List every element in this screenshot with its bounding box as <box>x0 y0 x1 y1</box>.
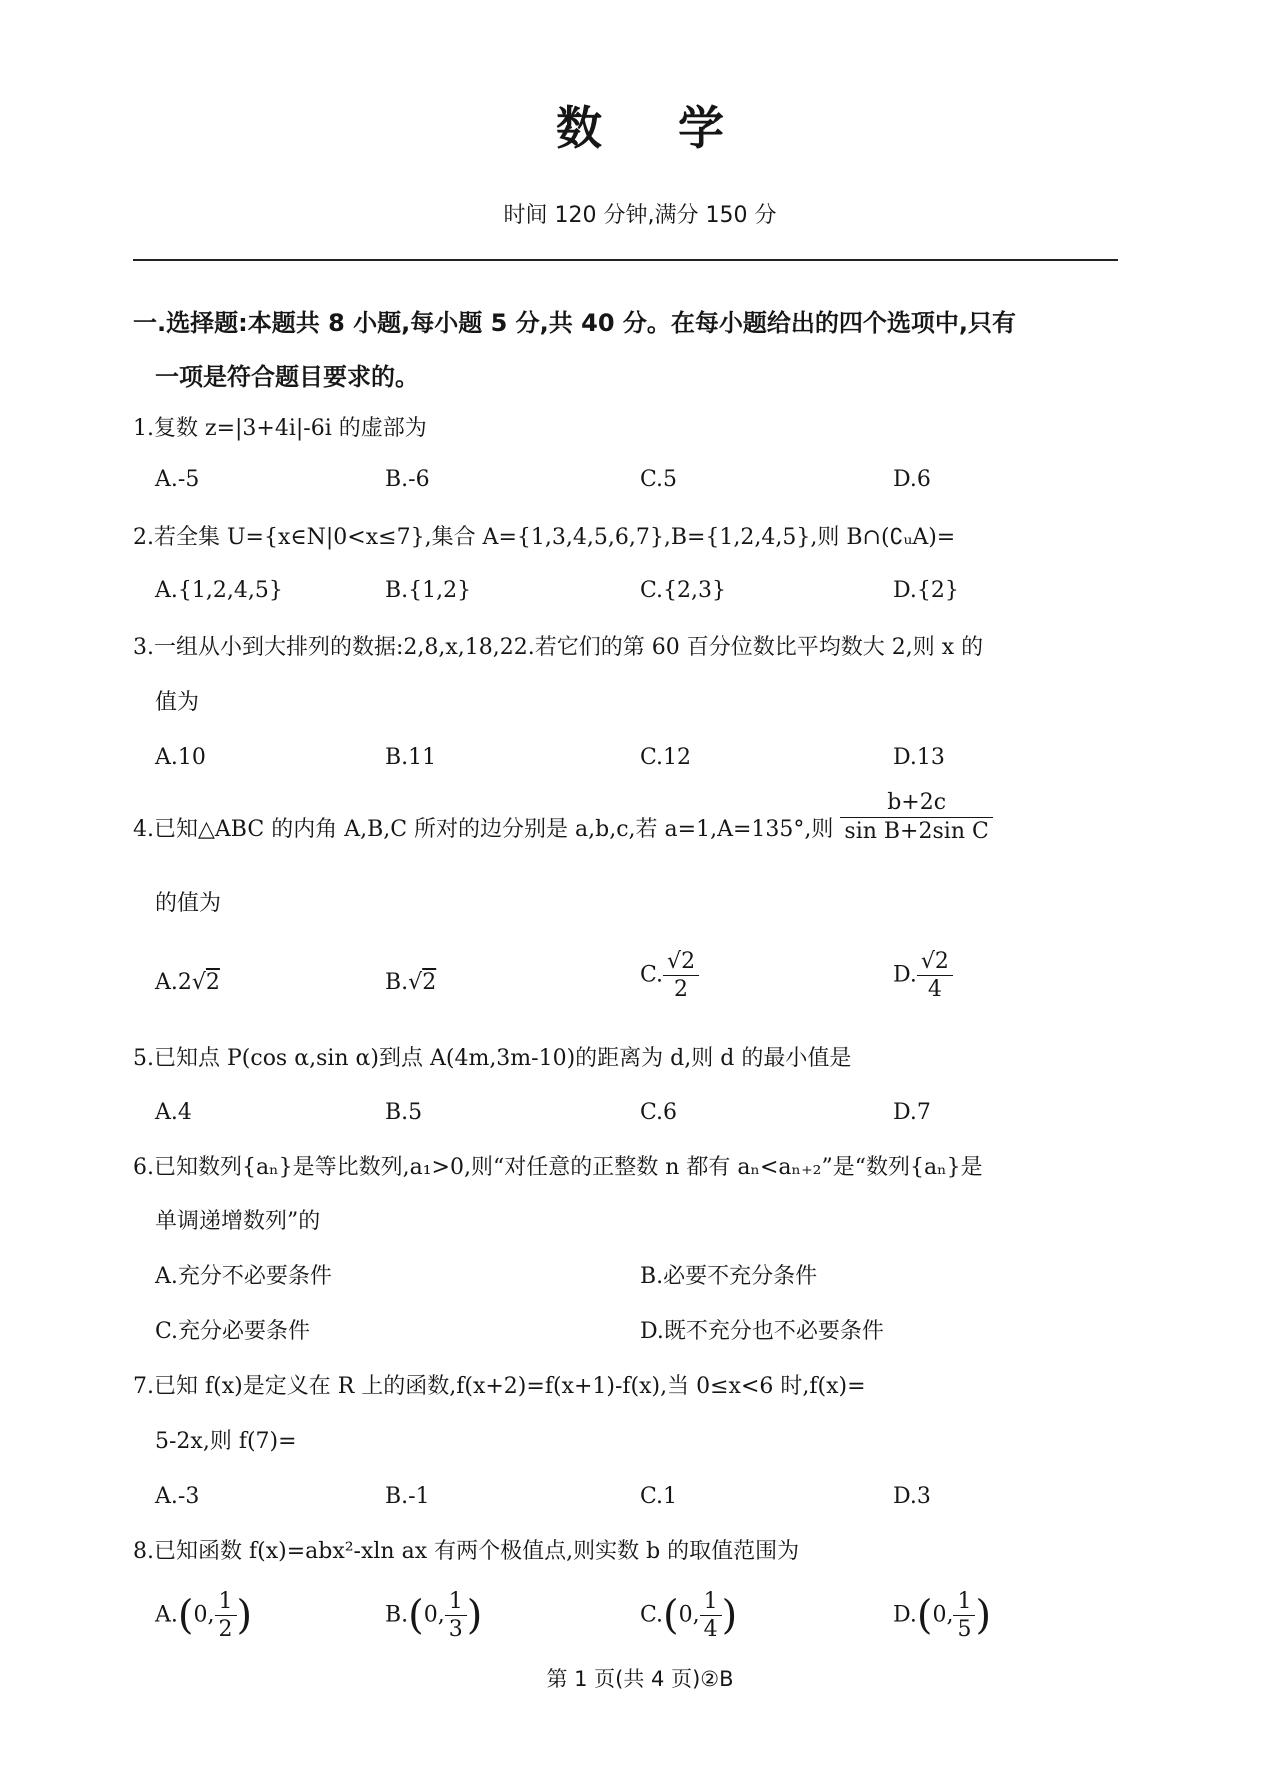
q8-option-c-label: C. <box>640 1602 664 1628</box>
q4-fraction-numerator: b+2c <box>887 790 947 816</box>
q4-option-a <box>155 968 220 998</box>
q4-option-c-label: C. <box>640 962 664 988</box>
q5-option-a: A.4 <box>155 1100 192 1125</box>
q8-option-c: C.(0, $\frac{1}{4}$ ) <box>640 1589 738 1643</box>
sqrt-icon: √2 <box>408 970 437 995</box>
question-5-stem: 5.已知点 P(cos α,sin α)到点 A(4m,3m-10)的距离为 d,则 d 的最小值是 <box>133 1046 852 1071</box>
exam-info: 时间 120 分钟,满分 150 分 <box>503 203 777 228</box>
q8-option-c-numerator: 1 <box>703 1589 718 1614</box>
q8-option-a: A.(0, $\frac{1}{2}$ ) <box>155 1589 253 1643</box>
q3-option-a: A.10 <box>155 745 206 770</box>
q1-option-b: B.-6 <box>385 467 430 492</box>
header-divider <box>133 259 1118 261</box>
q8-option-c-denominator: 4 <box>700 1615 722 1641</box>
q4-option-d-fraction <box>917 950 953 1001</box>
q5-option-c: C.6 <box>640 1100 678 1125</box>
q4-option-c-denominator: 2 <box>663 975 699 1001</box>
q7-option-c: C.1 <box>640 1484 678 1509</box>
page-title: 数 学 <box>555 101 754 155</box>
q1-option-d: D.6 <box>893 467 931 492</box>
q4-option-c-fraction <box>663 950 699 1001</box>
q1-option-c: C.5 <box>640 467 678 492</box>
q6-option-a: A.充分不必要条件 <box>155 1264 332 1289</box>
q8-option-b: B.(0, $\frac{1}{3}$ ) <box>385 1589 483 1643</box>
q4-stem-text: 4.已知△ABC 的内角 A,B,C 所对的边分别是 a,b,c,若 a=1,A=135°,则 <box>133 817 834 842</box>
q7-option-b: B.-1 <box>385 1484 430 1509</box>
q8-option-a-denominator: 2 <box>215 1615 237 1641</box>
section-heading-line1: 一.选择题:本题共 8 小题,每小题 5 分,共 40 分。在每小题给出的四个选项中,只有 <box>133 309 1016 337</box>
sqrt-icon: √2 <box>191 970 220 995</box>
q4-option-d <box>893 950 953 1001</box>
question-6-stem-cont: 单调递增数列”的 <box>155 1209 321 1234</box>
question-4-stem-cont: 的值为 <box>155 891 222 916</box>
q4-option-d-numerator: √2 <box>920 949 949 974</box>
q4-option-b <box>385 968 436 998</box>
q4-fraction <box>840 791 992 842</box>
q5-option-d: D.7 <box>893 1100 931 1125</box>
q6-option-d: D.既不充分也不必要条件 <box>640 1319 884 1344</box>
q2-option-d: D.{2} <box>893 578 959 603</box>
q8-option-a-label: A. <box>155 1602 178 1628</box>
question-4-stem <box>133 790 1123 845</box>
q2-option-c: C.{2,3} <box>640 578 727 603</box>
q4-option-b-label: B. <box>385 970 409 995</box>
q8-option-d-denominator: 5 <box>953 1615 975 1641</box>
question-3-stem-cont: 值为 <box>155 690 200 715</box>
q4-option-c-numerator: √2 <box>667 949 696 974</box>
q8-option-a-numerator: 1 <box>218 1589 233 1614</box>
q2-option-b: B.{1,2} <box>385 578 472 603</box>
q5-option-b: B.5 <box>385 1100 423 1125</box>
q8-option-c-lower: 0, <box>678 1602 700 1628</box>
q4-option-c <box>640 950 699 1001</box>
question-3-stem: 3.一组从小到大排列的数据:2,8,x,18,22.若它们的第 60 百分位数比平均数大 2,则 x 的 <box>133 635 984 660</box>
page-footer: 第 1 页(共 4 页)②B <box>546 1667 734 1691</box>
q7-option-d: D.3 <box>893 1484 931 1509</box>
q3-option-d: D.13 <box>893 745 945 770</box>
q6-option-c: C.充分必要条件 <box>155 1319 311 1344</box>
q2-option-a: A.{1,2,4,5} <box>155 578 283 603</box>
q8-option-b-lower: 0, <box>423 1602 445 1628</box>
q6-option-b: B.必要不充分条件 <box>640 1264 818 1289</box>
q4-option-a-label: A.2 <box>155 970 192 995</box>
q8-option-d-label: D. <box>893 1602 917 1628</box>
question-6-stem: 6.已知数列{aₙ}是等比数列,a₁>0,则“对任意的正整数 n 都有 aₙ<aₙ₊₂”是“数列{aₙ}是 <box>133 1155 983 1180</box>
question-2-stem: 2.若全集 U={x∈N|0<x≤7},集合 A={1,3,4,5,6,7},B={1,2,4,5},则 B∩(∁ᵤA)= <box>133 525 956 550</box>
section-heading <box>133 296 1123 404</box>
q7-option-a: A.-3 <box>155 1484 200 1509</box>
q8-option-a-lower: 0, <box>193 1602 215 1628</box>
q3-option-c: C.12 <box>640 745 692 770</box>
q8-option-b-denominator: 3 <box>445 1615 467 1641</box>
question-8-stem: 8.已知函数 f(x)=abx²-xln ax 有两个极值点,则实数 b 的取值范围为 <box>133 1539 800 1564</box>
q4-option-b-radicand: 2 <box>422 970 437 995</box>
question-7-stem: 7.已知 f(x)是定义在 R 上的函数,f(x+2)=f(x+1)-f(x),当 0≤x<6 时,f(x)= <box>133 1374 866 1399</box>
q1-option-a: A.-5 <box>155 467 200 492</box>
q4-option-d-label: D. <box>893 962 917 988</box>
q4-option-a-radicand: 2 <box>205 970 220 995</box>
question-7-stem-cont: 5-2x,则 f(7)= <box>155 1429 297 1454</box>
q8-option-b-label: B. <box>385 1602 409 1628</box>
q3-option-b: B.11 <box>385 745 437 770</box>
q4-option-d-denominator: 4 <box>917 975 953 1001</box>
q4-fraction-denominator: sin B+2sin C <box>840 817 992 843</box>
q8-option-d: D.(0, $\frac{1}{5}$ ) <box>893 1589 992 1643</box>
q8-option-d-numerator: 1 <box>957 1589 972 1614</box>
section-heading-line2: 一项是符合题目要求的。 <box>155 363 419 391</box>
q8-option-b-numerator: 1 <box>448 1589 463 1614</box>
question-1-stem: 1.复数 z=|3+4i|-6i 的虚部为 <box>133 416 427 441</box>
q8-option-d-lower: 0, <box>932 1602 954 1628</box>
